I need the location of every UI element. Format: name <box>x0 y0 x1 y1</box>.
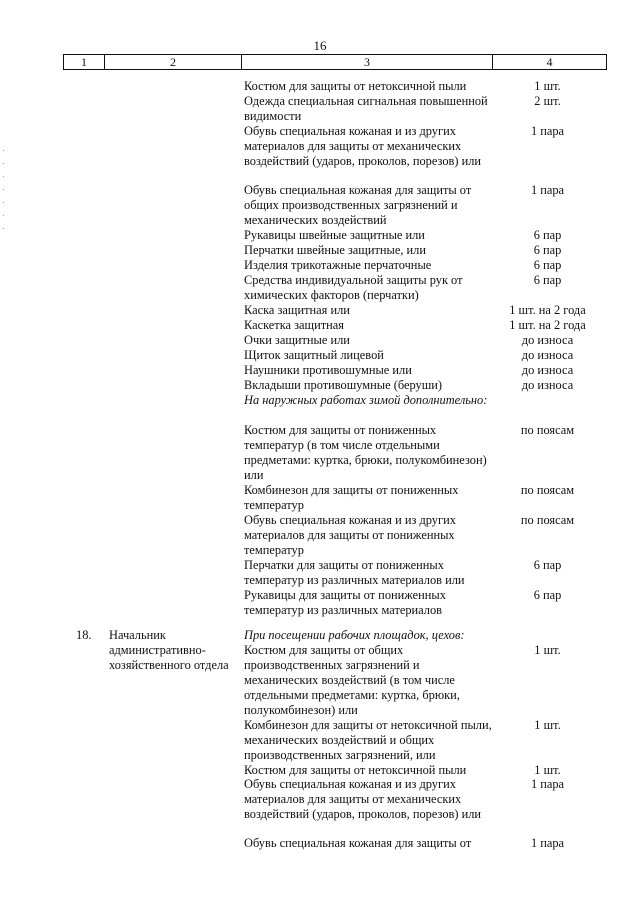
item-quantity: 1 шт. <box>534 79 561 93</box>
item-quantity: 6 пар <box>533 273 562 287</box>
item-quantity: 1 шт. на 2 года <box>509 303 586 317</box>
item-description: Щиток защитный лицевой <box>244 348 384 362</box>
page-number: 16 <box>313 38 327 53</box>
item-description: Каска защитная или <box>244 303 350 317</box>
item-quantity: 1 пара <box>530 777 565 791</box>
item-quantity: до износа <box>521 363 574 377</box>
item-description: Рукавицы швейные защитные или <box>244 228 425 242</box>
item-description: При посещении рабочих площадок, цехов: <box>244 628 465 642</box>
item-description: Костюм для защиты от нетоксичной пыли <box>244 79 467 93</box>
item-description: Одежда специальная сигнальная повышенной видимости <box>244 94 488 123</box>
item-description: Комбинезон для защиты от пониженных температур <box>244 483 459 512</box>
row-number: 18. <box>76 628 92 642</box>
item-quantity: по поясам <box>520 483 575 497</box>
item-description: Перчатки для защиты от пониженных температур из различных материалов или <box>244 558 465 587</box>
header-col-4: 4 <box>546 55 553 69</box>
item-description: Вкладыши противошумные (беруши) <box>244 378 442 392</box>
item-description: Комбинезон для защиты от нетоксичной пыли, механических воздействий и общих производственных загрязнений, или <box>244 718 492 762</box>
item-quantity: 6 пар <box>533 558 562 572</box>
item-description: Обувь специальная кожаная для защиты от <box>244 836 472 850</box>
item-quantity: до износа <box>521 348 574 362</box>
item-description: Костюм для защиты от нетоксичной пыли <box>244 763 467 777</box>
item-description: Обувь специальная кожаная для защиты от общих производственных загрязнений и механических воздействий <box>244 183 472 227</box>
item-description: Наушники противошумные или <box>244 363 412 377</box>
item-description: Обувь специальная кожаная и из других материалов для защиты от пониженных температур <box>244 513 456 557</box>
item-quantity: 2 шт. <box>534 94 561 108</box>
item-description: Каскетка защитная <box>244 318 344 332</box>
item-description: Обувь специальная кожаная и из других материалов для защиты от механических воздействий (ударов, проколов, порезов) или <box>244 777 482 821</box>
item-quantity: 1 шт. на 2 года <box>509 318 586 332</box>
position-name: Начальник административно-хозяйственного отдела <box>109 628 229 672</box>
item-description: Костюм для защиты от общих производственных загрязнений и механических воздействий (в том числе отдельными предметами: куртка, брюки, полукомбинезон) или <box>244 643 460 717</box>
item-quantity: 1 шт. <box>534 763 561 777</box>
item-quantity: 1 шт. <box>534 718 561 732</box>
item-quantity: 1 шт. <box>534 643 561 657</box>
item-quantity: 1 пара <box>530 183 565 197</box>
item-quantity: 6 пар <box>533 588 562 602</box>
header-col-2: 2 <box>105 55 242 69</box>
item-quantity: 6 пар <box>533 258 562 272</box>
header-col-3: 3 <box>242 55 493 69</box>
item-description: Обувь специальная кожаная и из других материалов для защиты от механических воздействий (ударов, проколов, порезов) или <box>244 124 482 168</box>
table-header-row <box>63 54 607 70</box>
item-quantity: по поясам <box>520 513 575 527</box>
item-description: На наружных работах зимой дополнительно: <box>244 393 488 407</box>
item-description: Средства индивидуальной защиты рук от химических факторов (перчатки) <box>244 273 463 302</box>
item-quantity: 1 пара <box>530 836 565 850</box>
item-description: Изделия трикотажные перчаточные <box>244 258 432 272</box>
item-description: Очки защитные или <box>244 333 350 347</box>
item-quantity: до износа <box>521 378 574 392</box>
item-description: Рукавицы для защиты от пониженных температур из различных материалов <box>244 588 446 617</box>
item-description: Костюм для защиты от пониженных температур (в том числе отдельными предметами: куртка, брюки, полукомбинезон) или <box>244 423 487 482</box>
item-quantity: 6 пар <box>533 228 562 242</box>
margin-marks <box>3 150 5 240</box>
item-description: Перчатки швейные защитные, или <box>244 243 426 257</box>
item-quantity: до износа <box>521 333 574 347</box>
header-col-1: 1 <box>64 55 105 69</box>
item-quantity: 6 пар <box>533 243 562 257</box>
item-quantity: по поясам <box>520 423 575 437</box>
item-quantity: 1 пара <box>530 124 565 138</box>
